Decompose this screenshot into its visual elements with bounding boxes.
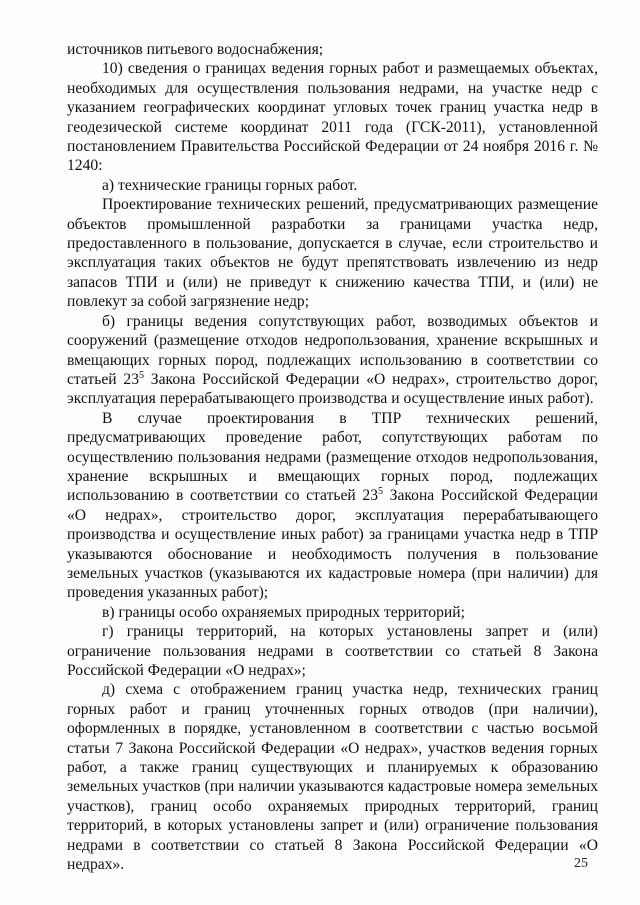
page-number: 25 — [574, 856, 588, 871]
paragraph-item-g: г) границы территорий, на которых установлены запрет и (или) ограничение пользования недрами в соответствии со статьей 8 Закона Российской Федерации «О недрах»; — [67, 623, 598, 679]
paragraph-item-b — [67, 312, 598, 409]
paragraph-item-v: в) границы особо охраняемых природных территорий; — [102, 603, 465, 621]
article-superscript: 5 — [139, 369, 145, 381]
paragraph-item-d: д) схема с отображением границ участка недр, технических границ горных работ и границ уточненных горных отводов (при наличии), оформленных в порядке, установленном в соответствии с частью восьмой статьи 7 Закона Российской Федерации «О недрах», участков ведения горных работ, а также границ существующих и планируемых к образованию земельных участков (при наличии указываются кадастровые номера земельных участков), границ особо охраняемых природных территорий, границ территорий, в которых установлены запрет и (или) ограничение пользования недрами в соответствии со статьей 8 Закона Российской Федерации «О недрах». — [67, 681, 598, 874]
paragraph-item-a: а) технические границы горных работ. — [102, 176, 358, 194]
paragraph-item-b-text: б) границы ведения сопутствующих работ, возводимых объектов и сооружений (размещение отходов недропользования, хранение вскрышных и вмещающих горных пород, подлежащих использованию в соответствии со статьей 23 — [67, 312, 598, 388]
paragraph-item-10: 10) сведения о границах ведения горных работ и размещаемых объектах, необходимых для осуществления пользования недрами, на участке недр с указанием географических координат угловых точек границ участка недр в геодезической системе координат 2011 года (ГСК-2011), установленной постановлением Правительства Российской Федерации от 24 ноября 2016 г. № 1240: — [67, 60, 598, 175]
paragraph-tpr-design-text-end: Закона Российской Федерации «О недрах», строительство дорог, эксплуатация перерабатывающего производства и осуществление иных работ) за границами участка недр в ТПР указываются обоснование и необходимость получения в пользование земельных участков (указываются их кадастровые номера (при наличии) для проведения указанных работ); — [67, 487, 598, 602]
paragraph-item-b-text-end: Закона Российской Федерации «О недрах», строительство дорог, эксплуатация перерабатывающего производства и осуществление иных работ). — [67, 370, 598, 408]
paragraph-continuation: источников питьевого водоснабжения; — [67, 41, 324, 58]
paragraph-design-solutions: Проектирование технических решений, предусматривающих размещение объектов промышленной разработки за границами участка недр, предоставленного в пользование, допускается в случае, если строительство и эксплуатация таких объектов не будут препятствовать извлечению из недр запасов ТПИ и (или) не приведут к снижению качества ТПИ, и (или) не повлекут за собой загрязнение недр; — [67, 196, 598, 311]
paragraph-tpr-design-text: В случае проектирования в ТПР технических решений, предусматривающих проведение работ, сопутствующих работам по осуществлению пользования недрами (размещение отходов недропользования, хранение вскрышных и вмещающих горных пород, подлежащих использованию в соответствии со статьей 23 — [67, 409, 598, 505]
paragraph-tpr-design — [67, 409, 598, 603]
article-superscript: 5 — [378, 486, 383, 498]
document-body — [67, 40, 598, 874]
